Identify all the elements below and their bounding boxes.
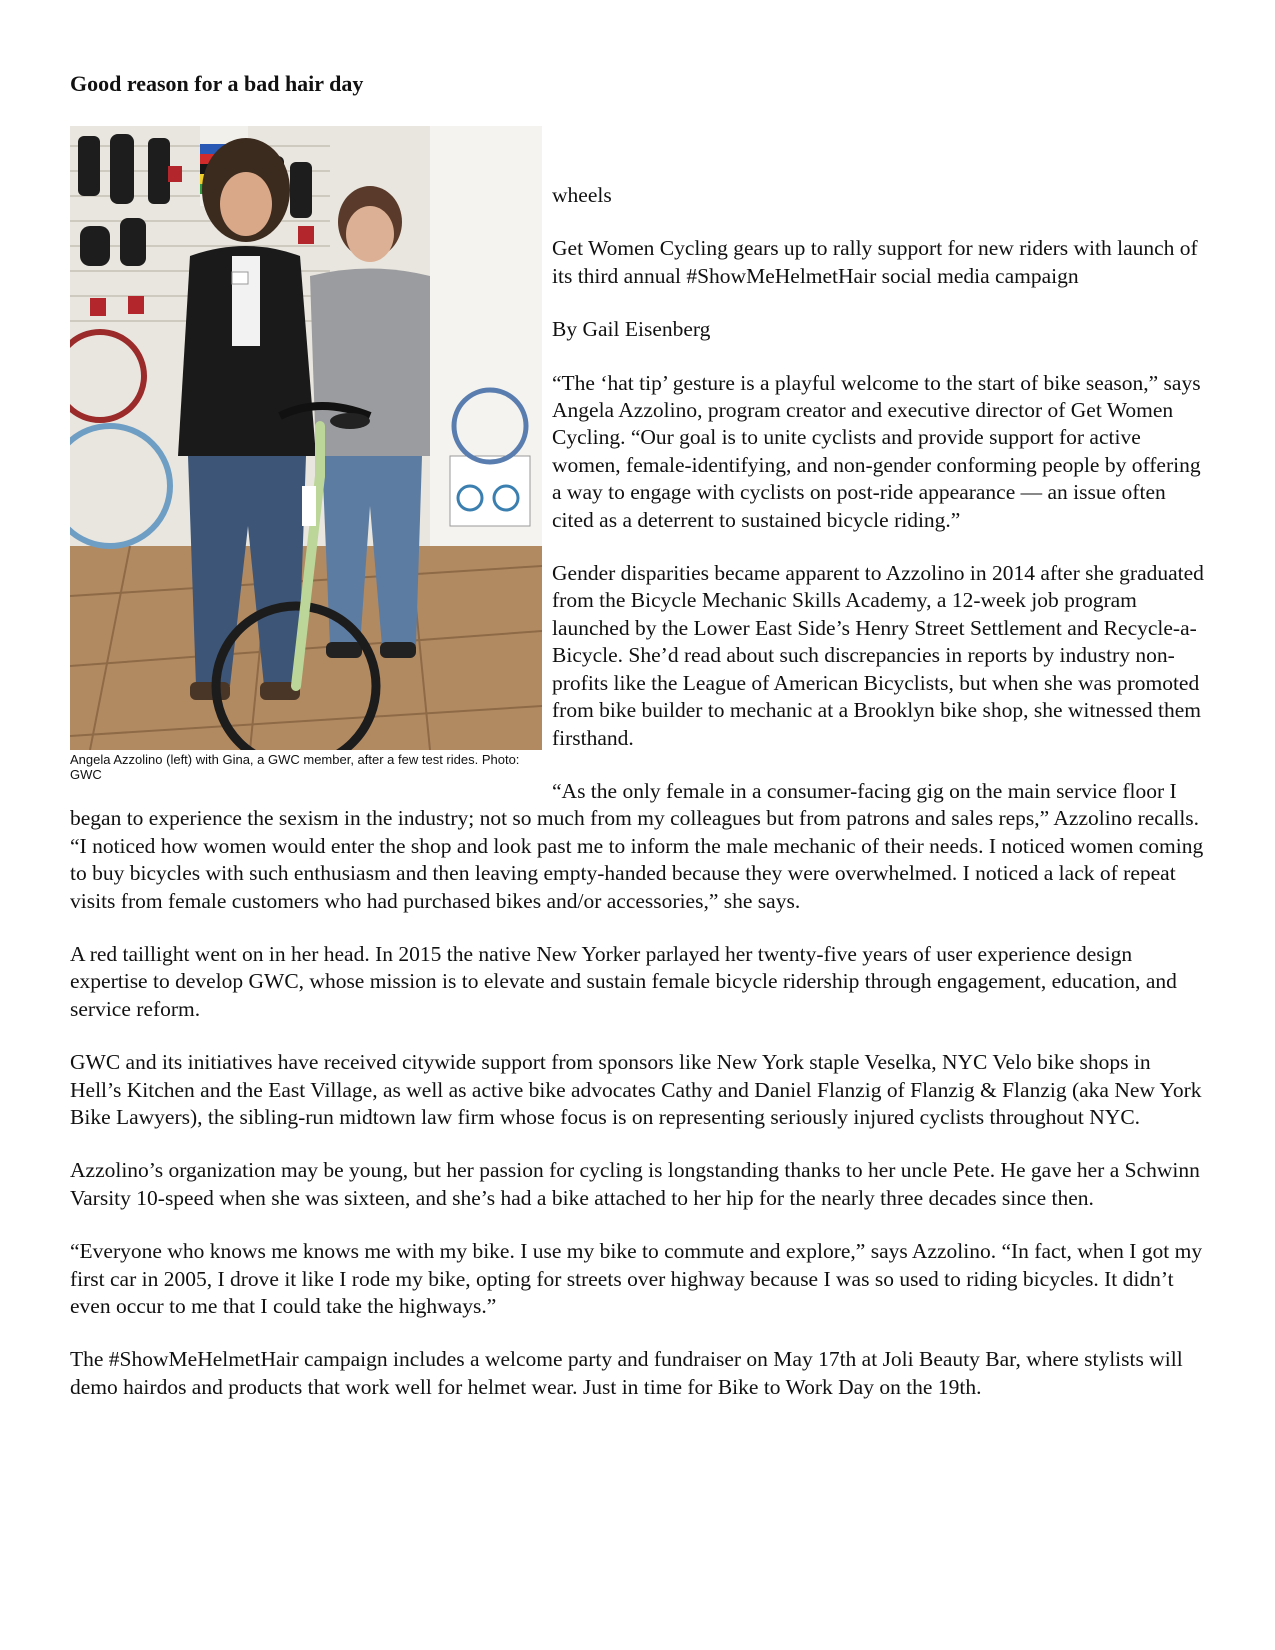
kicker: wheels	[552, 183, 612, 207]
paragraph: “As the only female in a consumer-facing gig on the main service floor I began to experience the sexism in the industry; not so much from my colleagues but from patrons and sales reps,” Azzolino recalls. “I noticed how women would enter the shop and look past me to inform the male mechanic of their needs. I noticed women coming to buy bicycles with such enthusiasm and then leaving empty-handed because they were overwhelmed. I noticed a lack of repeat visits from female customers who had purchased bikes and/or accessories,” she says.	[70, 778, 1204, 913]
paragraph: Gender disparities became apparent to Azzolino in 2014 after she graduated from the Bicycle Mechanic Skills Academy, a 12-week job program launched by the Lower East Side’s Henry Street Settlement and Recycle-a-Bicycle. She’d read about such discrepancies in reports by industry non-profits like the League of American Bicyclists, but when she was promoted from bike builder to mechanic at a Brooklyn bike shop, she witnessed them firsthand.	[552, 561, 1204, 750]
headline: Good reason for a bad hair day	[70, 71, 364, 96]
photo-two-women-with-bicycle-icon	[70, 126, 542, 750]
paragraph: The #ShowMeHelmetHair campaign includes a welcome party and fundraiser on May 17th at Joli Beauty Bar, where stylists will demo hairdos and products that work well for helmet wear. Just in time for Bike to Work Day on the 19th.	[70, 1347, 1183, 1399]
paragraph: Azzolino’s organization may be young, but her passion for cycling is longstanding thanks to her uncle Pete. He gave her a Schwinn Varsity 10-speed when she was sixteen, and she’s had a bike attached to her hip for the nearly three decades since then.	[70, 1158, 1200, 1210]
article-body	[70, 126, 1205, 1427]
paragraph: GWC and its initiatives have received citywide support from sponsors like New York staple Veselka, NYC Velo bike shops in Hell’s Kitchen and the East Village, as well as active bike advocates Cathy and Daniel Flanzig of Flanzig & Flanzig (aka New York Bike Lawyers), the sibling-run midtown law firm whose focus is on representing seriously injured cyclists throughout NYC.	[70, 1050, 1202, 1129]
paragraph: “Everyone who knows me knows me with my bike. I use my bike to commute and explore,” says Azzolino. “In fact, when I got my first car in 2005, I drove it like I rode my bike, opting for streets over highway because I was so used to riding bicycles. It didn’t even occur to me that I could take the highways.”	[70, 1239, 1203, 1318]
paragraph: A red taillight went on in her head. In 2015 the native New Yorker parlayed her twenty-five years of user experience design expertise to develop GWC, whose mission is to elevate and sustain female bicycle ridership through engagement, education, and service reform.	[70, 941, 1177, 1021]
subhead: Get Women Cycling gears up to rally support for new riders with launch of its third annual #ShowMeHelmetHair social media campaign	[552, 236, 1198, 288]
photo	[70, 126, 542, 750]
photo-figure	[70, 126, 542, 782]
photo-caption: Angela Azzolino (left) with Gina, a GWC member, after a few test rides. Photo: GWC	[70, 752, 520, 782]
paragraph: “The ‘hat tip’ gesture is a playful welcome to the start of bike season,” says Angela Azzolino, program creator and executive director of Get Women Cycling. “Our goal is to unite cyclists and provide support for active women, female-identifying, and non-gender conforming people by offering a way to engage with cyclists on post-ride appearance — an issue often cited as a deterrent to sustained bicycle riding.”	[552, 370, 1201, 532]
byline: By Gail Eisenberg	[552, 317, 711, 342]
